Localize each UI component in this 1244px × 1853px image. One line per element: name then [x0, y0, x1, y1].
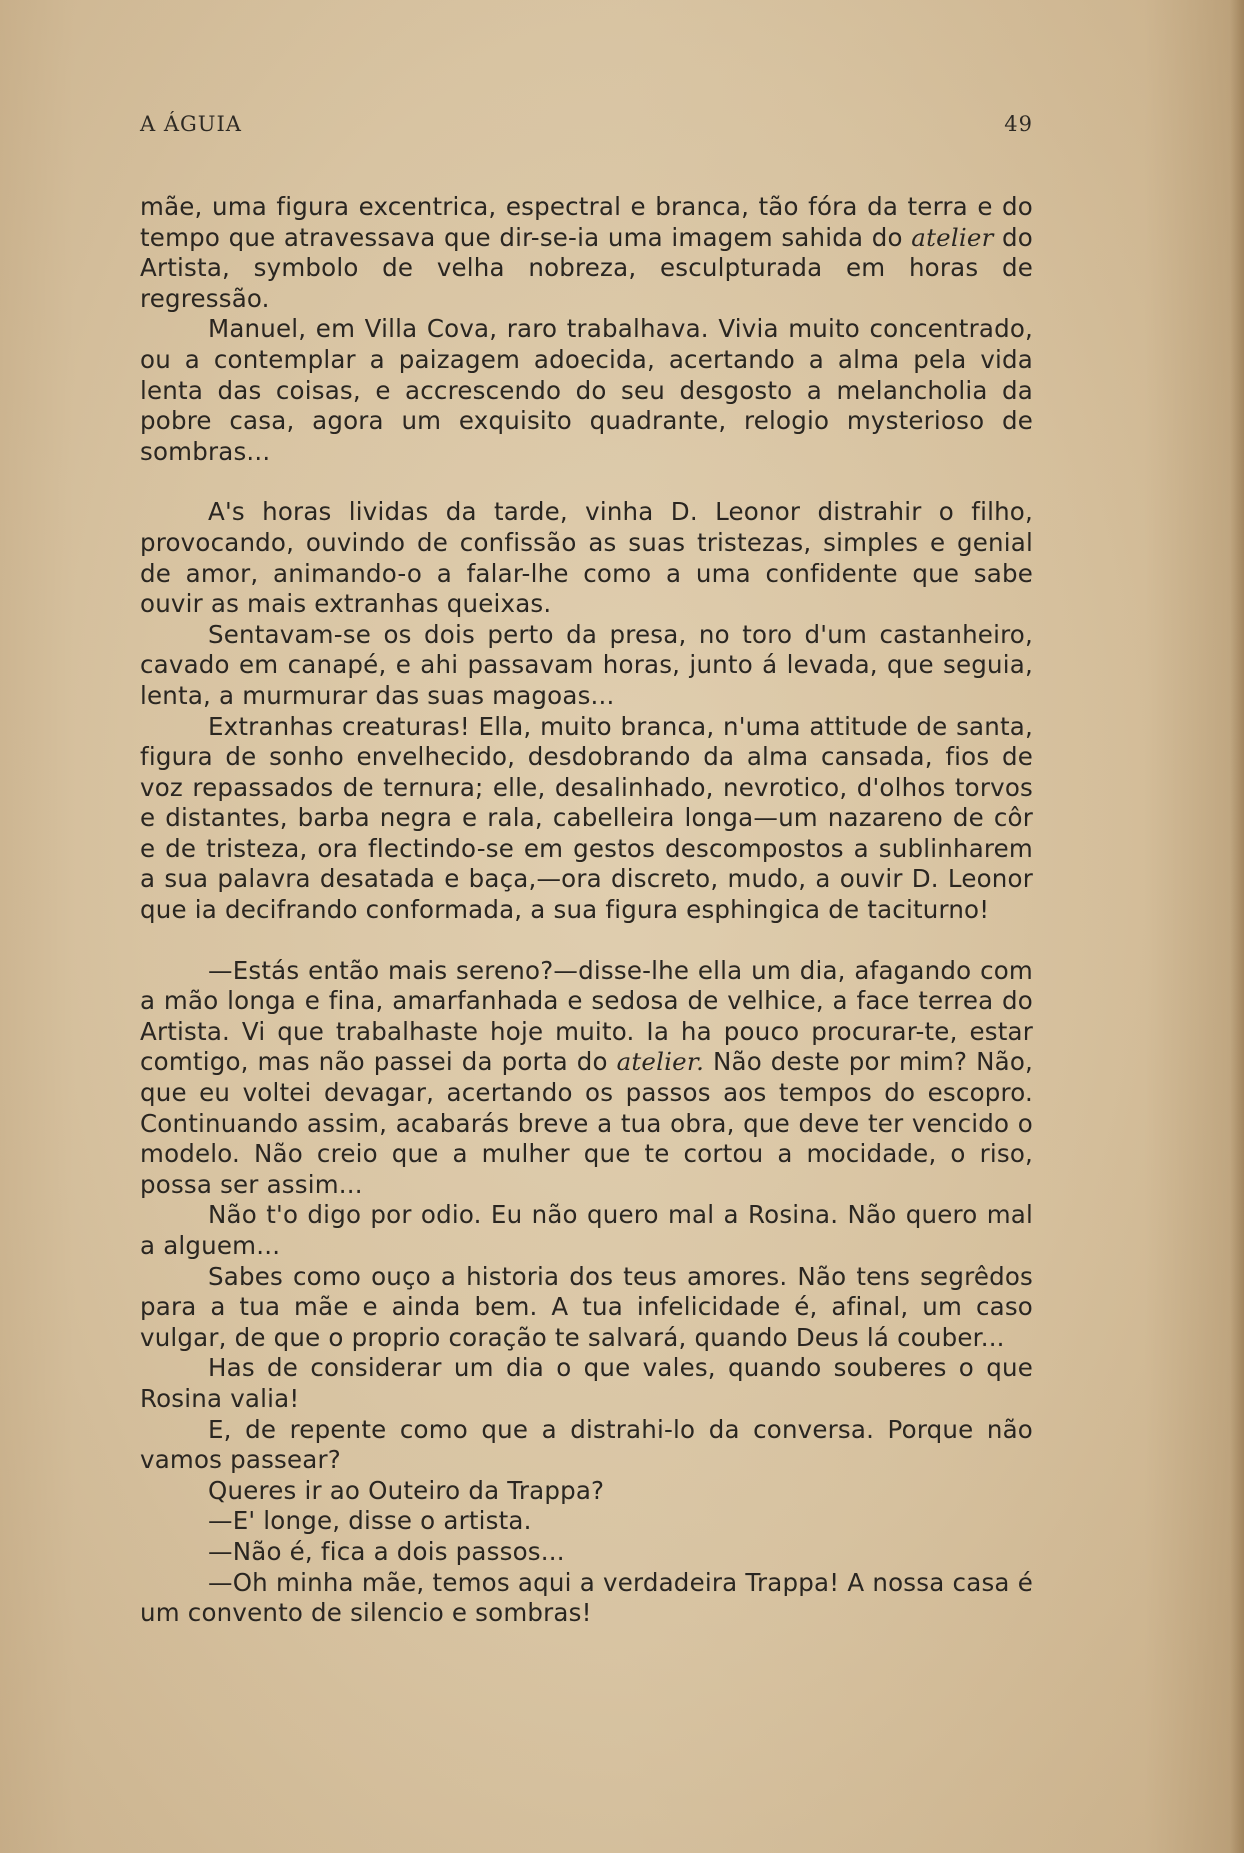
paragraph-4: Sentavam-se os dois perto da presa, no toro d'um castanheiro, cavado em canapé, e ahi passavam horas, junto á levada, que seguia, lenta, a murmurar das suas magoas...: [140, 619, 1033, 710]
paragraph-1-text-c: do Artista, symbolo de velha nobreza, esculpturada em horas de regressão.: [140, 222, 1033, 313]
paragraph-7: Não t'o digo por odio. Eu não quero mal a Rosina. Não quero mal a alguem...: [140, 1200, 1033, 1260]
paragraph-11: Queres ir ao Outeiro da Trappa?: [208, 1475, 605, 1505]
paragraph-1: [140, 192, 1033, 314]
paragraph-3: A's horas lividas da tarde, vinha D. Leonor distrahir o filho, provocando, ouvindo de confissão as suas tristezas, simples e genial de amor, animando-o a falar-lhe como a uma confidente que sabe ouvir as mais extranhas queixas.: [140, 497, 1033, 619]
body-text: [140, 192, 1033, 1629]
journal-title: A ÁGUIA: [140, 112, 242, 136]
paragraph-5: Extranhas creaturas! Ella, muito branca, n'uma attitude de santa, figura de sonho envelhecido, desdobrando da alma cansada, fios de voz repassados de ternura; elle, desalinhado, nevrotico, d'olhos torvos e distantes, barba negra e rala, cabelleira longa—um nazareno de côr e de tristeza, ora flectindo-se em gestos descompostos a sublinharem a sua palavra desatada e baça,—ora discreto, mudo, a ouvir D. Leonor que ia decifrando conformada, a sua figura esphingica de taciturno!: [140, 711, 1033, 925]
paragraph-6: [140, 956, 1033, 1201]
paragraph-6-text-a: —Estás então mais sereno?—disse-lhe ella um dia, afagando com a mão longa e fina, amarfanhada e sedosa de velhice, a face terrea do Artista. Vi que trabalhaste hoje muito. Ia ha pouco procurar-te, estar comtigo, mas não passei da porta do: [140, 955, 1033, 1077]
paragraph-6-text-c: Não deste por mim? Não, que eu voltei devagar, acertando os passos aos tempos do escopro. Continuando assim, acabarás breve a tua obra, que deve ter vencido o modelo. Não creio que a mulher que te cortou a mocidade, o riso, possa ser assim...: [140, 1047, 1033, 1199]
paragraph-1-text-a: mãe, uma figura excentrica, espectral e branca, tão fóra da terra e do tempo que atravessava que dir-se-ia uma imagem sahida do: [140, 192, 1033, 252]
paragraph-1-italic-atelier: atelier: [911, 222, 994, 252]
paragraph-10: E, de repente como que a distrahi-lo da conversa. Porque não vamos passear?: [140, 1414, 1033, 1475]
paragraph-13: —Não é, fica a dois passos...: [208, 1536, 565, 1566]
paragraph-14: —Oh minha mãe, temos aqui a verdadeira Trappa! A nossa casa é um convento de silencio e sombras!: [140, 1567, 1033, 1628]
page-number: 49: [1004, 112, 1033, 136]
paragraph-8: Sabes como ouço a historia dos teus amores. Não tens segrêdos para a tua mãe e ainda bem. A tua infelicidade é, afinal, um caso vulgar, de que o proprio coração te salvará, quando Deus lá couber...: [140, 1261, 1033, 1352]
paragraph-2: Manuel, em Villa Cova, raro trabalhava. Vivia muito concentrado, ou a contemplar a paizagem adoecida, acertando a alma pela vida lenta das coisas, e accrescendo do seu desgosto a melancholia da pobre casa, agora um exquisito quadrante, relogio mysterioso de sombras...: [140, 314, 1033, 466]
page-edge-shadow: [1230, 0, 1244, 1853]
paragraph-6-italic-atelier: atelier.: [616, 1047, 705, 1077]
paragraph-9: Has de considerar um dia o que vales, quando souberes o que Rosina valia!: [140, 1353, 1033, 1413]
paragraph-12: —E' longe, disse o artista.: [208, 1506, 532, 1536]
running-head: [140, 112, 1033, 142]
